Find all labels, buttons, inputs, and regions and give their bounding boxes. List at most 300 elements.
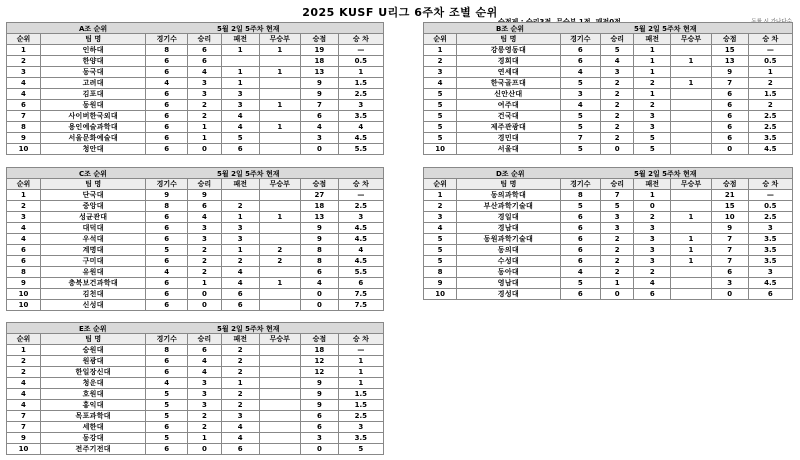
team-name-cell: 수성대 [457, 256, 560, 267]
table-row [7, 89, 384, 100]
table-cell: 3 [634, 234, 671, 245]
table-row [7, 278, 384, 289]
table-cell: 3 [634, 256, 671, 267]
table-cell: 6 [634, 289, 671, 300]
table-cell: 3 [634, 111, 671, 122]
team-name-cell: 한일장신대 [40, 367, 146, 378]
table-cell: 12 [301, 367, 339, 378]
table-row [7, 289, 384, 300]
table-cell: 2 [259, 256, 300, 267]
column-header: 승 차 [338, 334, 383, 345]
table-cell: 1 [221, 67, 259, 78]
table-cell: 27 [301, 190, 339, 201]
table-cell: 6 [146, 256, 187, 267]
table-cell: 2 [187, 256, 221, 267]
table-cell [259, 234, 300, 245]
table-cell: 3 [7, 67, 41, 78]
group-date: 5월 2일 5주차 현재 [634, 170, 697, 178]
table-cell: 5.5 [338, 144, 383, 155]
table-cell: 9 [301, 234, 339, 245]
table-cell: 4.5 [338, 256, 383, 267]
table-row [7, 245, 384, 256]
table-cell: 4 [146, 378, 187, 389]
table-cell: 1 [671, 256, 712, 267]
table-cell: 1 [671, 212, 712, 223]
table-cell: 6 [301, 111, 339, 122]
table-cell: 4 [560, 267, 601, 278]
table-row [7, 56, 384, 67]
table-row [424, 45, 793, 56]
table-cell: 9 [301, 400, 339, 411]
table-cell: 6 [187, 45, 221, 56]
team-name-cell: 동아대 [457, 267, 560, 278]
table-cell: 12 [301, 356, 339, 367]
table-cell: 6 [560, 256, 601, 267]
table-cell: 5 [424, 256, 457, 267]
table-cell: 1 [634, 67, 671, 78]
table-cell: 13 [301, 67, 339, 78]
table-cell: 1 [338, 67, 383, 78]
column-header: 순위 [7, 334, 41, 345]
table-cell: 6 [711, 100, 748, 111]
team-name-cell: 동원대 [40, 100, 146, 111]
table-cell: 2 [187, 100, 221, 111]
table-cell: 9 [146, 190, 187, 201]
table-cell: — [338, 45, 383, 56]
table-cell: 4 [338, 122, 383, 133]
table-cell: 9 [301, 89, 339, 100]
table-cell [671, 289, 712, 300]
table-cell: 2 [601, 267, 634, 278]
table-row [7, 389, 384, 400]
table-cell: 3 [221, 89, 259, 100]
table-cell: 0 [634, 201, 671, 212]
table-cell: 2 [601, 133, 634, 144]
group-b-standings [423, 22, 793, 155]
group-name: C조 순위 [79, 170, 107, 178]
table-cell: 6 [711, 133, 748, 144]
table-cell [221, 190, 259, 201]
table-row [7, 267, 384, 278]
table-cell: 1 [259, 45, 300, 56]
column-header: 패전 [221, 34, 259, 45]
table-cell: 4.5 [748, 144, 792, 155]
table-cell [259, 444, 300, 455]
table-cell [259, 89, 300, 100]
table-cell: 5 [560, 278, 601, 289]
table-cell [671, 89, 712, 100]
table-cell: 4 [7, 78, 41, 89]
table-cell: 6 [146, 56, 187, 67]
table-cell: 6 [7, 100, 41, 111]
table-row [424, 144, 793, 155]
column-header: 승점 [711, 179, 748, 190]
column-header: 경기수 [146, 179, 187, 190]
team-name-cell: 성균관대 [40, 212, 146, 223]
table-cell: 4 [187, 367, 221, 378]
table-cell: 2 [748, 100, 792, 111]
table-cell: 2 [221, 201, 259, 212]
table-cell: 0 [601, 144, 634, 155]
table-cell: 3 [748, 267, 792, 278]
table-cell: 2 [601, 256, 634, 267]
table-row [7, 67, 384, 78]
team-name-cell: 경희대 [457, 56, 560, 67]
table-row [7, 378, 384, 389]
table-cell: 9 [7, 278, 41, 289]
table-cell [671, 267, 712, 278]
table-cell [259, 367, 300, 378]
table-cell: 2 [187, 111, 221, 122]
team-name-cell: 계명대 [40, 245, 146, 256]
column-header: 팀 명 [40, 334, 146, 345]
table-cell: 2 [424, 201, 457, 212]
table-cell: 6 [146, 89, 187, 100]
table-row [424, 78, 793, 89]
team-name-cell: 신안산대 [457, 89, 560, 100]
table-cell: — [338, 190, 383, 201]
group-header [6, 322, 384, 333]
table-cell: 4 [187, 212, 221, 223]
table-cell: 6 [711, 89, 748, 100]
table-cell: 5 [601, 201, 634, 212]
table-cell: 8 [7, 267, 41, 278]
table-cell: 4.5 [338, 234, 383, 245]
table-cell: 4 [146, 267, 187, 278]
table-cell: 4 [221, 422, 259, 433]
table-cell: 3.5 [748, 256, 792, 267]
table-cell: 4 [601, 56, 634, 67]
table-cell [671, 111, 712, 122]
table-cell: 1 [671, 234, 712, 245]
table-cell: 10 [424, 144, 457, 155]
table-cell [259, 300, 300, 311]
table-row [424, 256, 793, 267]
table-cell: 5 [424, 245, 457, 256]
table-cell: — [748, 190, 792, 201]
table-row [7, 400, 384, 411]
table-cell: 2 [221, 400, 259, 411]
team-name-cell: 여주대 [457, 100, 560, 111]
table-row [424, 223, 793, 234]
table-cell: 8 [7, 122, 41, 133]
group-c-standings [6, 167, 384, 311]
table-cell: 5 [560, 122, 601, 133]
table-row [7, 78, 384, 89]
table-cell: 2 [221, 389, 259, 400]
team-name-cell: 부산과학기술대 [457, 201, 560, 212]
table-cell: 0.5 [338, 56, 383, 67]
table-cell: 8 [146, 201, 187, 212]
table-cell: 6 [146, 133, 187, 144]
table-cell: 9 [301, 389, 339, 400]
table-row [424, 212, 793, 223]
team-name-cell: 제주관광대 [457, 122, 560, 133]
table-cell: 2.5 [748, 212, 792, 223]
table-cell: 2 [7, 201, 41, 212]
table-cell: 6 [146, 367, 187, 378]
table-row [7, 422, 384, 433]
table-row [424, 234, 793, 245]
table-cell: 6 [301, 411, 339, 422]
table-cell: 13 [301, 212, 339, 223]
table-cell: 9 [7, 133, 41, 144]
team-name-cell: 대덕대 [40, 223, 146, 234]
table-row [7, 100, 384, 111]
table-cell: 3 [634, 122, 671, 133]
team-name-cell: 청운대 [40, 378, 146, 389]
table-cell: 4.5 [338, 223, 383, 234]
table-cell: 1 [259, 278, 300, 289]
table-cell: 6 [146, 223, 187, 234]
table-cell: 1 [7, 45, 41, 56]
table-cell: 6 [146, 234, 187, 245]
table-cell: 6 [146, 111, 187, 122]
table-row [7, 300, 384, 311]
table-cell: 5 [424, 133, 457, 144]
column-header: 무승부 [259, 334, 300, 345]
group-date: 5월 2일 5주차 현재 [634, 25, 697, 33]
table-cell [671, 133, 712, 144]
table-cell: 9 [301, 223, 339, 234]
table-cell: 8 [424, 267, 457, 278]
table-cell: 2 [601, 111, 634, 122]
table-cell: 3 [221, 234, 259, 245]
table-cell: 7 [560, 133, 601, 144]
table-cell: 2 [221, 367, 259, 378]
team-name-cell: 단국대 [40, 190, 146, 201]
table-cell: 5 [146, 245, 187, 256]
team-name-cell: 김천대 [40, 289, 146, 300]
table-cell: 6 [187, 56, 221, 67]
table-cell: 7 [711, 245, 748, 256]
table-cell [671, 45, 712, 56]
table-cell: 7.5 [338, 300, 383, 311]
table-cell: 5 [424, 100, 457, 111]
table-cell: 1 [671, 78, 712, 89]
table-cell [259, 378, 300, 389]
table-cell: 1 [187, 133, 221, 144]
table-cell: 15 [711, 201, 748, 212]
table-cell: 7 [711, 256, 748, 267]
group-name: D조 순위 [496, 170, 525, 178]
column-header: 승 차 [748, 34, 792, 45]
table-cell: 3.5 [338, 111, 383, 122]
table-cell: 1 [424, 190, 457, 201]
table-cell: 4 [301, 278, 339, 289]
table-cell [259, 111, 300, 122]
column-header: 패전 [221, 334, 259, 345]
table-cell [671, 67, 712, 78]
team-name-cell: 세한대 [40, 422, 146, 433]
team-name-cell: 동의과학대 [457, 190, 560, 201]
table-cell: 1 [634, 190, 671, 201]
table-cell: 5 [634, 144, 671, 155]
table-cell: 5 [221, 133, 259, 144]
table-cell [259, 356, 300, 367]
team-name-cell: 중앙대 [40, 201, 146, 212]
table-cell: 1 [338, 356, 383, 367]
table-cell: 6 [560, 45, 601, 56]
table-cell: 1 [634, 89, 671, 100]
table-cell [259, 133, 300, 144]
table-cell: 2.5 [338, 89, 383, 100]
table-cell: 3 [424, 212, 457, 223]
table-cell: 2 [424, 56, 457, 67]
column-header: 무승부 [671, 34, 712, 45]
table-cell: 5 [601, 45, 634, 56]
table-cell: 3 [187, 378, 221, 389]
table-cell: 3 [187, 400, 221, 411]
team-name-cell: 서울대 [457, 144, 560, 155]
table-cell: 1 [424, 45, 457, 56]
table-cell: 5 [424, 122, 457, 133]
team-name-cell: 경일대 [457, 212, 560, 223]
table-cell: 8 [560, 190, 601, 201]
table-cell: 0 [301, 289, 339, 300]
table-cell: 2 [187, 245, 221, 256]
table-cell [259, 201, 300, 212]
table-cell: 1 [671, 245, 712, 256]
table-cell: 5 [634, 133, 671, 144]
table-cell: 2 [7, 356, 41, 367]
table-cell: 6 [187, 345, 221, 356]
table-row [424, 122, 793, 133]
table-cell: 7 [711, 234, 748, 245]
team-name-cell: 서울문화예술대 [40, 133, 146, 144]
table-cell: 4 [7, 389, 41, 400]
table-cell: 2 [187, 267, 221, 278]
group-d-standings [423, 167, 793, 300]
team-name-cell: 홍익대 [40, 400, 146, 411]
column-header: 순위 [7, 34, 41, 45]
table-cell [671, 278, 712, 289]
table-row [7, 144, 384, 155]
team-name-cell: 충북보건과학대 [40, 278, 146, 289]
table-cell: 8 [146, 345, 187, 356]
table-cell: 4 [187, 356, 221, 367]
team-name-cell: 한양대 [40, 56, 146, 67]
table-cell: 3 [601, 212, 634, 223]
column-header: 승점 [301, 34, 339, 45]
table-cell: 5 [146, 411, 187, 422]
table-cell: 4 [7, 89, 41, 100]
table-cell: 18 [301, 345, 339, 356]
table-cell: 2 [601, 78, 634, 89]
column-header: 승리 [187, 34, 221, 45]
table-cell: 1 [259, 67, 300, 78]
table-cell: 3.5 [748, 133, 792, 144]
table-cell: 6 [711, 267, 748, 278]
table-cell: 0 [711, 144, 748, 155]
table-cell: 6 [146, 356, 187, 367]
table-row [424, 201, 793, 212]
table-cell: 3 [187, 234, 221, 245]
table-cell: 9 [7, 433, 41, 444]
table-cell: 6 [146, 422, 187, 433]
table-cell: 3 [301, 433, 339, 444]
table-cell: 2 [7, 56, 41, 67]
column-header: 경기수 [146, 34, 187, 45]
table-row [7, 201, 384, 212]
table-row [7, 234, 384, 245]
table-cell: 7 [711, 78, 748, 89]
table-cell: 1.5 [338, 400, 383, 411]
table-cell: 6 [301, 422, 339, 433]
group-name: A조 순위 [79, 25, 108, 33]
group-header [6, 22, 384, 33]
table-cell: 1 [671, 56, 712, 67]
table-cell: 3.5 [338, 433, 383, 444]
table-row [7, 356, 384, 367]
table-row [7, 444, 384, 455]
table-cell: 2 [221, 345, 259, 356]
table-row [424, 89, 793, 100]
table-cell: 5 [146, 389, 187, 400]
table-cell [671, 144, 712, 155]
table-cell: 6 [146, 300, 187, 311]
table-cell: 2 [601, 122, 634, 133]
table-cell [671, 190, 712, 201]
table-cell: 2 [7, 367, 41, 378]
table-cell: 2.5 [338, 411, 383, 422]
team-name-cell: 동원과학기술대 [457, 234, 560, 245]
table-cell: 4 [338, 245, 383, 256]
table-header-row [7, 34, 384, 45]
table-cell: 5 [560, 111, 601, 122]
table-cell: 4 [7, 223, 41, 234]
table-cell: 3.5 [748, 245, 792, 256]
table-cell: 8 [146, 45, 187, 56]
team-name-cell: 전주기전대 [40, 444, 146, 455]
team-name-cell: 청안대 [40, 144, 146, 155]
table-cell: 4 [221, 122, 259, 133]
table-cell: 6 [560, 289, 601, 300]
table-cell: — [338, 345, 383, 356]
table-cell: 4 [221, 267, 259, 278]
table-cell: 0 [711, 289, 748, 300]
table-cell: 6 [560, 223, 601, 234]
table-cell: 2 [221, 256, 259, 267]
table-cell: 0 [187, 144, 221, 155]
column-header: 패전 [221, 179, 259, 190]
table-cell: 3 [221, 223, 259, 234]
table-cell: 3 [187, 223, 221, 234]
table-cell: 3 [634, 223, 671, 234]
table-cell: 2 [187, 422, 221, 433]
table-cell: 1 [601, 278, 634, 289]
table-cell: 3 [7, 212, 41, 223]
table-cell [259, 289, 300, 300]
table-cell: 1 [259, 122, 300, 133]
column-header: 승 차 [338, 179, 383, 190]
table-cell: 2 [634, 78, 671, 89]
team-name-cell: 동의대 [457, 245, 560, 256]
table-cell [671, 100, 712, 111]
table-cell: 1 [187, 278, 221, 289]
table-row [7, 345, 384, 356]
table-cell: 3 [338, 212, 383, 223]
table-cell: 1.5 [748, 89, 792, 100]
column-header: 경기수 [560, 179, 601, 190]
table-cell: 2 [748, 78, 792, 89]
table-cell: 3 [634, 245, 671, 256]
table-cell: 6 [560, 234, 601, 245]
table-cell: 10 [7, 300, 41, 311]
table-cell: 0 [187, 289, 221, 300]
table-cell: 1.5 [338, 389, 383, 400]
table-cell: 4.5 [338, 133, 383, 144]
